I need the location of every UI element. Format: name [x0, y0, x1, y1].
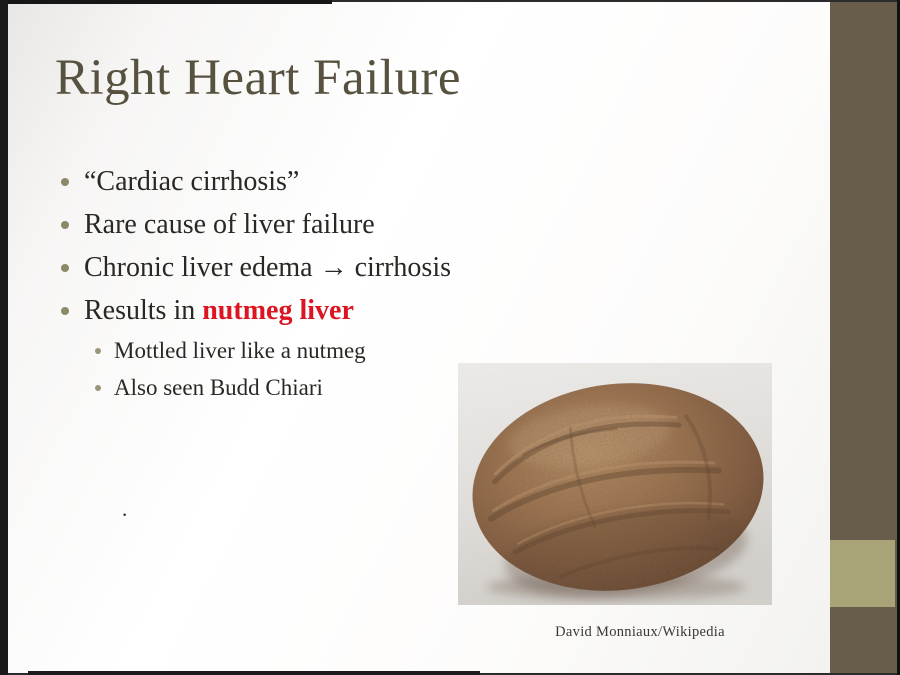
bullet-text-normal: Results in — [84, 294, 203, 326]
bullet-item — [55, 203, 615, 246]
bullet-dot — [61, 178, 69, 186]
slide-canvas — [8, 0, 830, 675]
bullet-dot — [95, 385, 101, 391]
bullet-dot — [95, 348, 101, 354]
stray-period: . — [122, 497, 128, 521]
bullet-text — [84, 295, 354, 327]
letterbox-bottom-segment — [28, 671, 480, 675]
bullet-text: Rare cause of liver failure — [84, 208, 375, 240]
bullet-text-highlight-red: nutmeg liver — [202, 294, 354, 326]
slide-title: Right Heart Failure — [55, 50, 462, 106]
nutmeg-illustration — [458, 363, 772, 605]
bullet-item — [55, 289, 615, 332]
sub-bullet-text: Also seen Budd Chiari — [114, 374, 323, 400]
bullet-text: “Cardiac cirrhosis” — [84, 165, 300, 197]
sidebar-accent-square — [830, 540, 895, 607]
sub-bullet-text: Mottled liver like a nutmeg — [114, 337, 366, 363]
bullet-dot — [61, 264, 69, 272]
letterbox-top-segment — [0, 0, 332, 4]
bullet-dot — [61, 221, 69, 229]
nutmeg-photo — [458, 363, 772, 605]
photo-credit: David Monniaux/Wikipedia — [555, 624, 725, 640]
bullet-text: Chronic liver edema → cirrhosis — [84, 251, 452, 283]
bullet-item — [55, 246, 615, 289]
bullet-item — [55, 160, 615, 203]
letterbox-left-bar — [0, 0, 8, 675]
bullet-dot — [61, 307, 69, 315]
